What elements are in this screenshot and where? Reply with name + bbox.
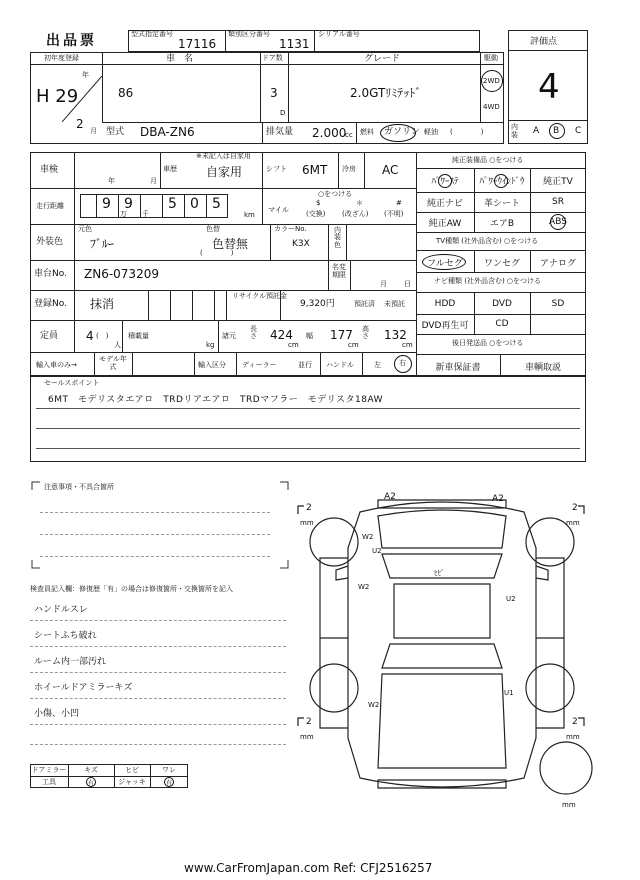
name-label: 車 名 [166,54,194,64]
equip-airbag: エアB [489,218,515,229]
cooler-label: 冷房 [342,165,356,173]
recycle-label: リサイクル預託金 [232,292,288,300]
legend-crack: ヒビ [125,766,139,774]
mileage-digit-2: 9 [124,196,133,212]
shift-value: 6MT [302,163,328,177]
equip-powersteer: ﾊﾟﾜｰｽﾃ [431,176,459,187]
mileage-digit-1: 9 [102,196,111,212]
legend-jack: ジャッキ [118,778,146,786]
parallel-option: 並行 [298,361,312,369]
mileage-circle-note: ○をつける [318,190,353,198]
tire-unit-fl: mm [300,519,314,527]
first-reg-year: H 29 [36,86,79,107]
navi-title: ナビ種類 (社外品含む) ○をつける [434,277,542,285]
handle-left: 左 [374,361,381,369]
height-label: 高さ [362,325,369,341]
original-color-value: ﾌﾞﾙｰ [90,237,115,251]
drive-4wd: 4WD [483,103,500,111]
damage-w2-front: W2 [362,533,374,541]
legend-scratch: キズ [84,766,98,774]
damage-u2-front: U2 [372,547,382,555]
damage-w2-side: W2 [358,583,370,591]
capacity-value: 4 [86,329,94,343]
modified-label: ＊ [356,199,363,207]
light-oil-paren: ( ) [450,128,484,136]
tire-depth-rr: 2 [572,717,578,727]
interior-b: B [553,126,560,136]
displacement-value: 2.000 [312,126,347,140]
model-cert-label: 型式指定番号 [131,30,173,38]
damage-u2-right: U2 [506,595,516,603]
equipment-title: 純正装備品 ○をつける [452,156,524,164]
legend-jack-value: 有 [165,779,172,787]
interior-color-label: 内装色 [334,226,341,249]
recycle-value: 9,320円 [300,299,335,309]
inspector-line-2: シートふち破れ [34,631,97,641]
unknown-sub: (不明) [384,210,404,218]
tire-unit-spare: mm [562,801,576,809]
model-year-label: モデル年式 [99,355,127,371]
tv-fullseg-circle [422,254,466,270]
drive-2wd: 2WD [483,77,500,85]
navi-cd: CD [495,319,509,329]
class-value: 1131 [279,37,310,51]
load-label: 積載量 [128,332,149,340]
tire-depth-rl: 2 [306,717,312,727]
recycle-status: 預託済 [354,300,375,308]
fuel-value: ガソリン [384,127,421,137]
color-change-paren: ( ) [200,249,234,257]
fuel-label: 燃料 [360,128,374,136]
tv-oneseg: ワンセグ [483,258,520,269]
sales-point-section [30,376,586,462]
chassis-label: 車台No. [34,269,67,279]
registration-label: 登録No. [34,299,67,309]
month-unit: 月 [90,127,97,135]
length-value: 424 [270,328,293,342]
equip-powersteer-circle [438,174,452,188]
inspector-line-4: ホイールドアミラーキズ [34,683,133,693]
later-title: 後日発送品 ○をつける [452,339,524,347]
handle-right: 右 [399,359,406,367]
legend-break: ワレ [162,766,176,774]
later-manual: 車輌取説 [524,362,561,373]
tire-unit-rr: mm [566,733,580,741]
grade-label: グレード [364,54,401,64]
equip-powerwindow: ﾊﾟﾜｰｳｲﾝﾄﾞｳ [479,176,525,187]
displacement-label: 排気量 [266,127,294,137]
sales-point-label: セールスポイント [44,379,100,387]
first-reg-label: 初年度登録 [44,54,79,62]
shaken-year-unit: 年 [108,177,115,185]
tv-analog: アナログ [539,258,576,269]
navi-hdd: HDD [434,299,456,309]
damage-a2-top: A2 [384,492,396,502]
inspector-line-3: ルーム内一部汚れ [34,657,107,667]
dealer-option: ディーラー [242,361,277,369]
color-code-value: K3X [292,239,310,249]
mileage-unit-man: 万 [120,210,127,218]
car-damage-diagram [290,488,596,808]
equip-abs-circle [550,214,566,230]
name-change-day: 日 [404,280,411,288]
load-unit: kg [206,341,215,349]
inspector-label: 検査員記入欄：修復歴「有」の場合は修復箇所・交換箇所を記入 [30,585,233,593]
type-label: 型式 [106,127,125,137]
dims-label: 諸元 [222,332,236,340]
notes-label: 注意事項・不具合箇所 [44,483,114,491]
grade-value: 2.0GTﾘﾐﾃｯﾄﾞ [350,86,422,100]
capacity-unit: 人 [114,341,121,349]
height-value: 132 [384,328,407,342]
shaken-month-unit: 月 [150,177,157,185]
import-label: 輸入車のみ→ [36,361,77,369]
height-unit: cm [402,341,413,349]
capacity-paren: ( ) [96,332,109,340]
width-value: 177 [330,328,353,342]
tire-depth-fr: 2 [572,503,578,513]
serial-label: シリアル番号 [318,30,360,38]
use-note: ※未記入は自家用 [196,152,251,160]
mileage-label: 走行距離 [36,202,64,210]
use-label: 車歴 [163,165,177,173]
legend-tools: 工具 [42,778,56,786]
doors-label: ドア数 [262,54,283,62]
shift-label: シフト [266,165,287,173]
model-cert-value: 17116 [178,37,217,51]
year-unit: 年 [82,71,89,79]
legend-door-mirror: ドアミラー [31,766,67,774]
drive-label: 駆動 [484,54,498,62]
exchange-label: $ [316,199,321,207]
interior-c: C [575,126,582,136]
damage-u1-rear: U1 [504,689,514,697]
color-code-label: カラーNo. [274,225,307,233]
score-label: 評価点 [530,37,558,47]
tire-unit-fr: mm [566,519,580,527]
equip-leather: 革シート [483,198,520,209]
handle-label: ハンドル [326,361,354,369]
tv-title: TV種類 (社外品含む) ○をつける [436,237,539,245]
mileage-unit-km: km [244,211,255,219]
page-title: 出品票 [46,33,97,49]
color-change-label: 色替 [206,225,220,233]
inspector-line-1: ハンドルスレ [34,605,88,615]
mileage-digit-3: 5 [168,196,177,212]
length-label: 長さ [250,325,257,341]
tire-unit-rl: mm [300,733,314,741]
import-class-label: 輸入区分 [198,361,226,369]
damage-hibi: ﾋﾋﾞ [434,569,445,577]
width-unit: cm [348,341,359,349]
capacity-label: 定員 [40,331,59,341]
equip-aw: 純正AW [428,218,462,229]
exchange-sub: (交換) [306,210,326,218]
name-change-label: 名変期限 [332,263,346,279]
doors-value: 3 [270,86,278,100]
doors-suffix: D [280,109,286,117]
interior-a: A [533,126,540,136]
damage-w2-rear: W2 [368,701,380,709]
sales-point-text: 6MT モデリスタエアロ TRDリアエアロ TRDマフラー モデリスタ18AW [48,395,384,405]
color-label: 外装色 [36,237,64,247]
name-value: 86 [118,86,134,100]
recycle-status2: 未預託 [384,300,405,308]
interior-label: 内装 [511,123,518,139]
registration-value: 抹消 [90,297,115,311]
diagonal-divider [62,76,102,122]
footer-watermark: www.CarFromJapan.com Ref: CFJ2516257 [184,861,433,875]
damage-a2-side: A2 [492,494,504,504]
mileage-digit-5: 5 [212,196,221,212]
unknown-label: # [396,199,402,207]
mileage-unit-sen: 千 [142,210,149,218]
chassis-value: ZN6-073209 [84,267,159,281]
mileage-digit-4: 0 [190,196,199,212]
equip-powerwindow-circle [494,174,508,188]
mile-label: マイル [268,206,289,214]
type-value: DBA-ZN6 [140,125,195,139]
first-reg-month: 2 [76,117,84,131]
shaken-label: 車検 [40,165,59,175]
score-value: 4 [538,67,560,107]
original-color-label: 元色 [78,225,92,233]
color-change-value: 色替無 [212,237,249,251]
tire-depth-fl: 2 [306,503,312,513]
equip-tv: 純正TV [543,176,573,187]
tv-fullseg: フルセグ [427,258,463,269]
navi-sd: SD [551,299,565,309]
later-warranty: 新車保証書 [435,362,481,373]
light-oil-label: 軽油 [424,128,438,136]
navi-dvd: DVD [492,299,512,309]
width-label: 幅 [306,332,313,340]
class-label: 類別区分番号 [228,30,270,38]
inspector-line-5: 小傷、小凹 [34,709,80,719]
equip-navi: 純正ナビ [426,198,463,209]
equip-abs: ABS [549,217,567,227]
cooler-value: AC [382,163,399,177]
name-change-month: 月 [380,280,387,288]
navi-dvd-play: DVD再生可 [421,320,469,331]
displacement-unit: cc [345,131,353,139]
length-unit: cm [288,341,299,349]
modified-sub: (改ざん) [342,210,369,218]
use-value: 自家用 [206,165,243,179]
equip-sr: SR [552,197,564,207]
legend-tools-value: 有 [87,779,94,787]
